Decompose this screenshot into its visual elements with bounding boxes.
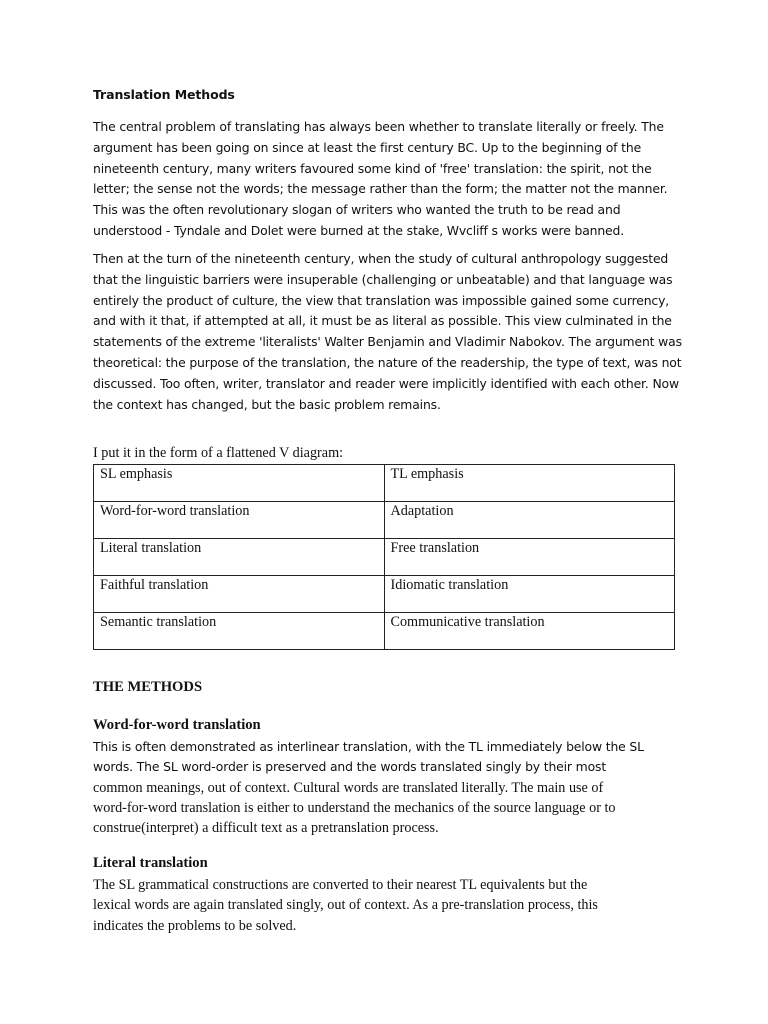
table-row (94, 465, 675, 502)
table-row (94, 539, 675, 576)
literal-translation-heading: Literal translation (93, 855, 208, 871)
intro-paragraph: The central problem of translating has always been whether to translate literally or freely. The argument has been going on since at least the first century BC. Up to the beginning of the nineteenth century, many writers favoured some kind of 'free' translation: the spirit, not the letter; the sense not the words; the message rather than the form; the matter not the manner. This was the often revolutionary slogan of writers who wanted the truth to be read and understood - Tyndale and Dolet were burned at the stake, Wvcliff s works were banned. (93, 119, 668, 238)
body-line: The SL grammatical constructions are converted to their nearest TL equivalents but the (93, 877, 588, 893)
body-line: construe(interpret) a difficult text as a pretranslation process. (93, 820, 439, 837)
word-for-word-body (93, 737, 693, 838)
table-cell-sl: Literal translation (94, 539, 385, 576)
body-line: common meanings, out of context. Cultural words are translated literally. The main use of (93, 779, 604, 796)
table-cell-tl: Idiomatic translation (384, 576, 675, 613)
table-cell-tl: Free translation (384, 539, 675, 576)
body-line: word-for-word translation is either to understand the mechanics of the source language or to (93, 799, 616, 816)
table-row (94, 613, 675, 650)
table-row (94, 576, 675, 613)
table-cell-sl: SL emphasis (94, 465, 385, 502)
page-title: Translation Methods (93, 87, 235, 102)
body-line: lexical words are again translated singly, out of context. As a pre-translation process, this (93, 897, 598, 914)
table-cell-tl: Communicative translation (384, 613, 675, 650)
table-cell-tl: Adaptation (384, 502, 675, 539)
table-row (94, 502, 675, 539)
word-for-word-heading: Word-for-word translation (93, 717, 261, 733)
table-cell-sl: Word-for-word translation (94, 502, 385, 539)
body-line: indicates the problems to be solved. (93, 917, 297, 934)
literal-translation-body (93, 875, 693, 936)
table-cell-sl: Semantic translation (94, 613, 385, 650)
methods-heading: THE METHODS (93, 679, 203, 695)
body-line: This is often demonstrated as interlinear translation, with the TL immediately below the SL (93, 739, 644, 754)
table-cell-sl: Faithful translation (94, 576, 385, 613)
table-cell-tl: TL emphasis (384, 465, 675, 502)
history-paragraph: Then at the turn of the nineteenth century, when the study of cultural anthropology suggested that the linguistic barriers were insuperable (challenging or unbeatable) and that language was entirely the product of culture, the view that translation was impossible gained some currency, and with it that, if attempted at all, it must be as literal as possible. This view culminated in the statements of the extreme 'literalists' Walter Benjamin and Vladimir Nabokov. The argument was theoretical: the purpose of the translation, the nature of the readership, the type of text, was not discussed. Too often, writer, translator and reader were implicitly identified with each other. Now the context has changed, but the basic problem remains. (93, 251, 682, 412)
body-line: words. The SL word-order is preserved and the words translated singly by their most (93, 759, 607, 775)
table-intro-text: I put it in the form of a flattened V diagram: (93, 445, 344, 461)
v-diagram-table (93, 464, 675, 650)
